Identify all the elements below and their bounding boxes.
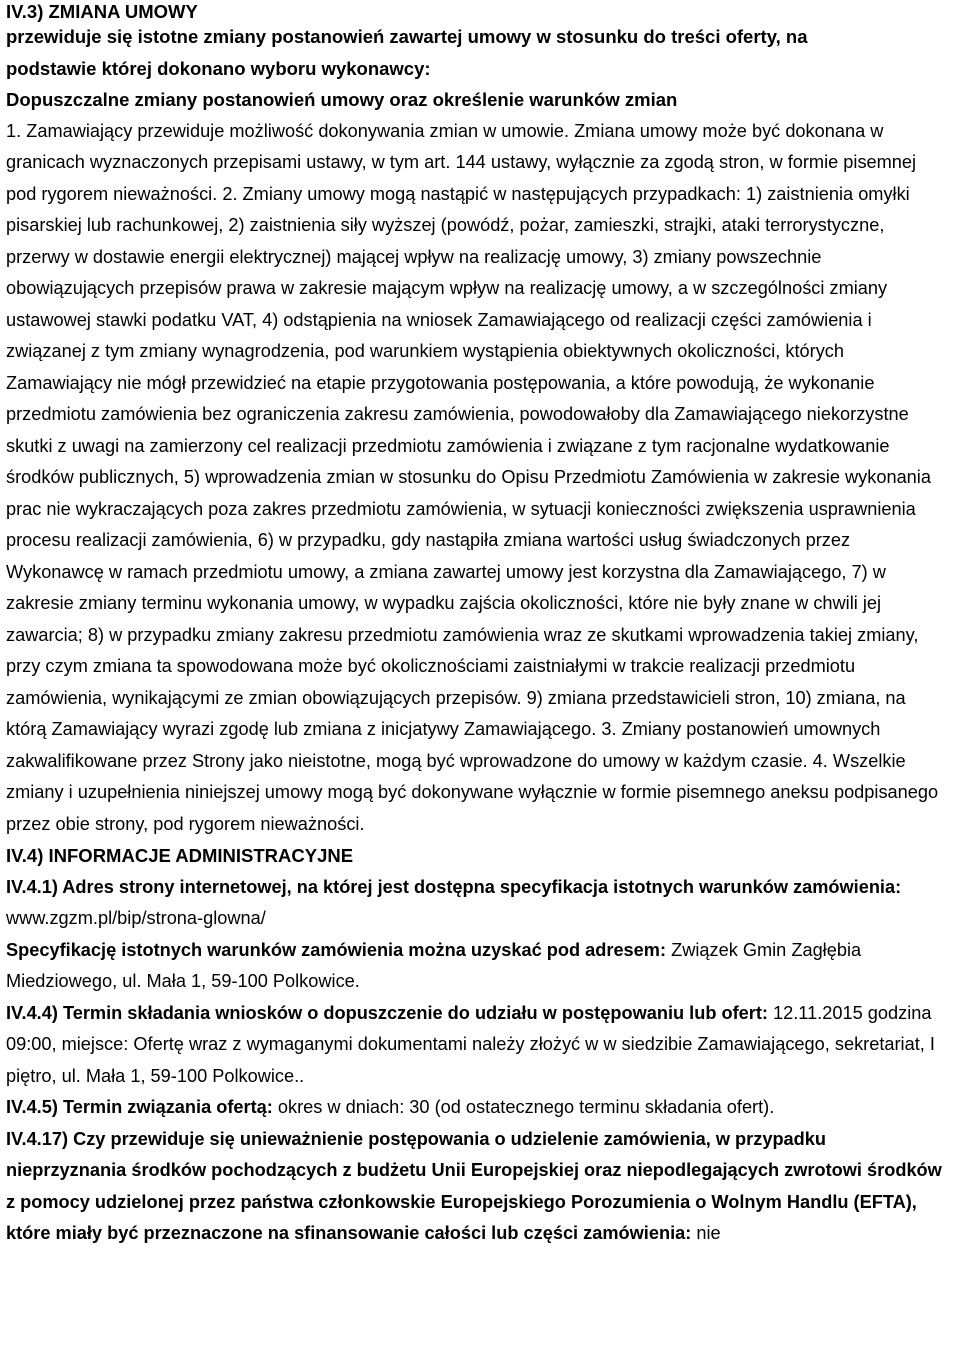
item-iv-4-4-label: IV.4.4) Termin składania wniosków o dopuszczenie do udziału w postępowaniu lub ofert:: [6, 1002, 768, 1023]
change-question-line-1: przewiduje się istotne zmiany postanowień zawartej umowy w stosunku do treści oferty, na: [6, 26, 808, 47]
item-iv-4-1: [6, 872, 950, 935]
change-subtitle: Dopuszczalne zmiany postanowień umowy oraz określenie warunków zmian: [6, 89, 678, 110]
change-question-line-2: podstawie której dokonano wyboru wykonawcy:: [6, 57, 431, 79]
spec-address-label: Specyfikację istotnych warunków zamówienia można uzyskać pod adresem:: [6, 939, 667, 960]
item-iv-4-1-value: www.zgzm.pl/bip/strona-glowna/: [6, 908, 266, 928]
spec-address-value: Związek Gmin Zagłębia Miedziowego, ul. Mała 1, 59-100 Polkowice.: [6, 939, 862, 991]
spec-address: [6, 935, 950, 998]
item-iv-4-1-label: IV.4.1) Adres strony internetowej, na której jest dostępna specyfikacja istotnych warunków zamówienia:: [6, 876, 902, 897]
change-conditions-body: 1. Zamawiający przewiduje możliwość dokonywania zmian w umowie. Zmiana umowy może być dokonana w granicach wyznaczonych przepisami ustawy, w tym art. 144 ustawy, wyłącznie za zgodą stron, w formie pisemnej pod rygorem nieważności. 2. Zmiany umowy mogą nastąpić w następujących przypadkach: 1) zaistnienia omyłki pisarskiej lub rachunkowej, 2) zaistnienia siły wyższej (powódź, pożar, zamieszki, strajki, ataki terrorystyczne, przerwy w dostawie energii elektrycznej) mającej wpływ na realizację umowy, 3) zmiany powszechnie obowiązujących przepisów prawa w zakresie mającym wpływ na realizację umowy, a w szczególności zmiany ustawowej stawki podatku VAT, 4) odstąpienia na wniosek Zamawiającego od realizacji części zamówienia i związanej z tym zmiany wynagrodzenia, pod warunkiem wystąpienia obiektywnych okoliczności, których Zamawiający nie mógł przewidzieć na etapie przygotowania postępowania, a które powodują, że wykonanie przedmiotu zamówienia bez ograniczenia zakresu zamówienia, powodowałoby dla Zamawiającego niekorzystne skutki z uwagi na zamierzony cel realizacji przedmiotu zamówienia i związane z tym racjonalne wydatkowanie środków publicznych, 5) wprowadzenia zmian w stosunku do Opisu Przedmiotu Zamówienia w zakresie wykonania prac nie wykraczających poza zakres przedmiotu zamówienia, w sytuacji konieczności zwiększenia usprawnienia procesu realizacji zamówienia, 6) w przypadku, gdy nastąpiła zmiana wartości usług świadczonych przez Wykonawcę w ramach przedmiotu umowy, a zmiana zawartej umowy jest korzystna dla Zamawiającego, 7) w zakresie zmiany terminu wykonania umowy, w wypadku zajścia okoliczności, które nie były znane w chwili jej zawarcia; 8) w przypadku zmiany zakresu przedmiotu zamówienia wraz ze skutkami wprowadzenia takiej zmiany, przy czym zmiana ta spowodowana może być okolicznościami zaistniałymi w trakcie realizacji przedmiotu zamówienia, wynikającymi ze zmian obowiązujących przepisów. 9) zmiana przedstawicieli stron, 10) zmiana, na którą Zamawiający wyrazi zgodę lub zmiana z inicjatywy Zamawiającego. 3. Zmiany postanowień umownych zakwalifikowane przez Strony jako nieistotne, mogą być wprowadzone do umowy w każdym czasie. 4. Wszelkie zmiany i uzupełnienia niniejszej umowy mogą być dokonywane wyłącznie w formie pisemnego aneksu podpisanego przez obie strony, pod rygorem nieważności.: [6, 120, 939, 834]
item-iv-4-17-value: nie: [691, 1223, 721, 1243]
section-iv3-title: IV.3) ZMIANA UMOWY: [6, 1, 198, 22]
item-iv-4-17: [6, 1124, 950, 1250]
item-iv-4-17-label: IV.4.17) Czy przewiduje się unieważnienie postępowania o udzielenie zamówienia, w przypadku nieprzyznania środków pochodzących z budżetu Unii Europejskiej oraz niepodlegających zwrotowi środków z pomocy udzielonej przez państwa członkowskie Europejskiego Porozumienia o Wolnym Handlu (EFTA), które miały być przeznaczone na sfinansowanie całości lub części zamówienia:: [6, 1128, 942, 1243]
section-iv4-title: IV.4) INFORMACJE ADMINISTRACYJNE: [6, 845, 354, 866]
item-iv-4-4: [6, 998, 950, 1093]
item-iv-4-4-value: 12.11.2015 godzina 09:00, miejsce: Ofertę wraz z wymaganymi dokumentami należy złożyć w w siedzibie Zamawiającego, sekretariat, I piętro, ul. Mała 1, 59-100 Polkowice..: [6, 1002, 935, 1086]
item-iv-4-5-value: okres w dniach: 30 (od ostatecznego terminu składania ofert).: [272, 1097, 775, 1117]
item-iv-4-5: [6, 1092, 950, 1124]
item-iv-4-5-label: IV.4.5) Termin związania ofertą:: [6, 1097, 273, 1117]
